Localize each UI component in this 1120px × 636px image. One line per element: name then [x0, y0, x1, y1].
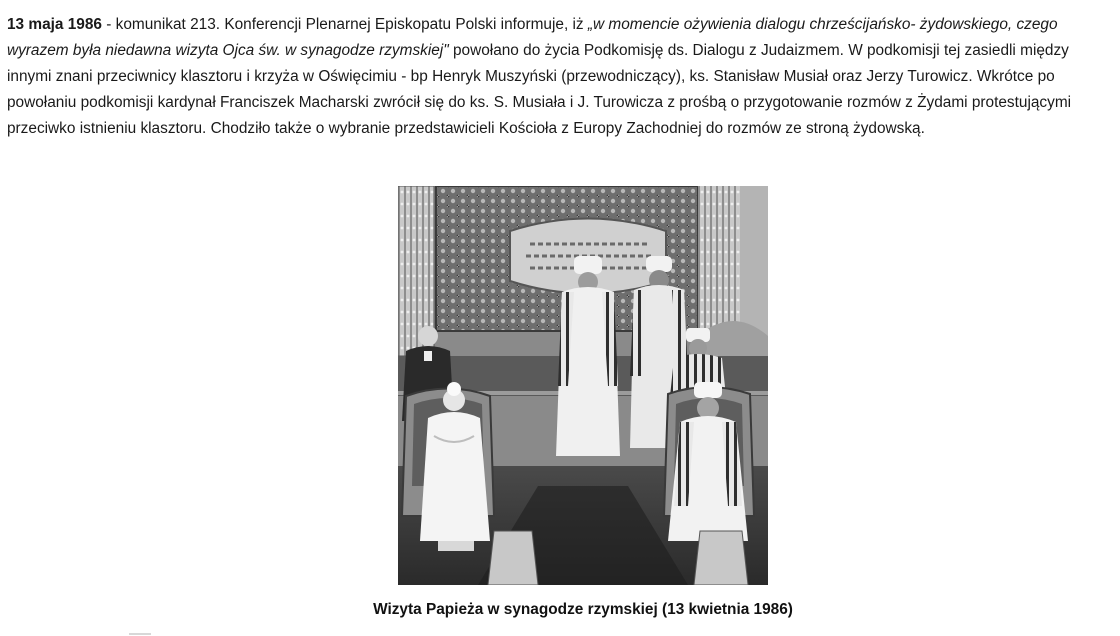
article-quote: „w momencie ożywienia dialogu chrześcijańsko- żydowskiego, czego wyrazem była niedawna wizyta Ojca św. w synagodze rzymskiej": [7, 16, 1058, 59]
synagogue-photo: [398, 186, 768, 585]
article-date: 13 maja 1986: [7, 16, 102, 33]
photo-caption: Wizyta Papieża w synagodze rzymskiej (13 kwietnia 1986): [373, 601, 793, 618]
article-text-intro: - komunikat 213. Konferencji Plenarnej Episkopatu Polski informuje, iż: [102, 16, 588, 33]
article-paragraph: [7, 12, 1113, 142]
divider: [129, 633, 151, 635]
article-text-body: powołano do życia Podkomisję ds. Dialogu z Judaizmem. W podkomisji tej zasiedli między innymi znani przeciwnicy klasztoru i krzyża w Oświęcimiu - bp Henryk Muszyński (przewodniczący), ks. Stanisław Musiał oraz Jerzy Turowicz. Wkrótce po powołaniu podkomisji kardynał Franciszek Macharski zwrócił się do ks. S. Musiała i J. Turowicza z prośbą o przygotowanie rozmów z Żydami protestującymi przeciwko istnieniu klasztoru. Chodziło także o wybranie przedstawicieli Kościoła z Europy Zachodniej do rozmów ze stroną żydowską.: [7, 42, 1072, 137]
